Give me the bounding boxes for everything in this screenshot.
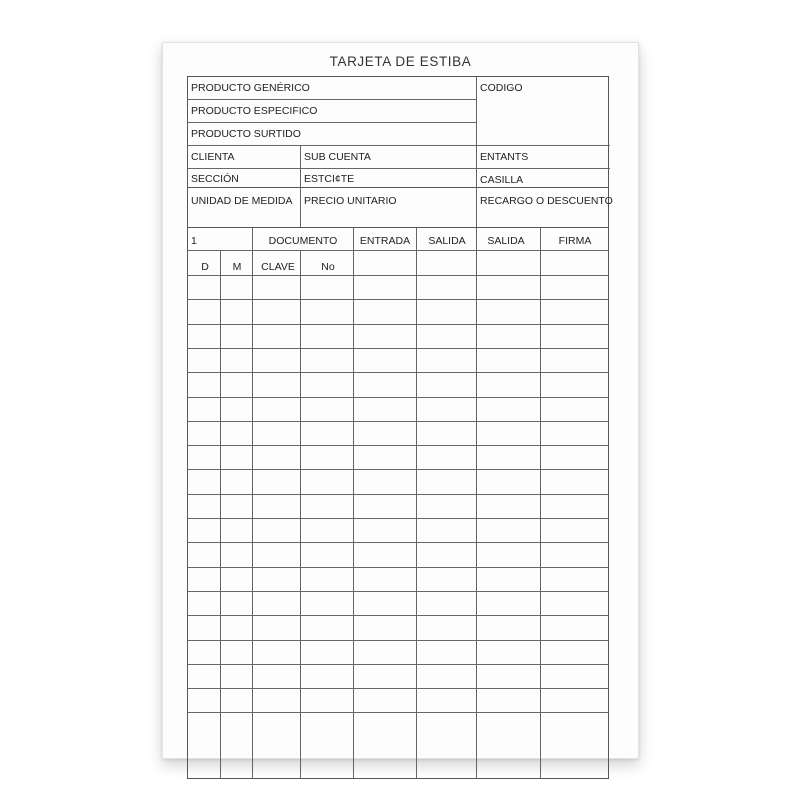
table-row-line <box>188 348 608 349</box>
label-producto-surtido: PRODUCTO SURTIDO <box>191 128 301 140</box>
table-column-line <box>416 228 417 778</box>
subheader-clave: CLAVE <box>261 261 295 273</box>
table-row-line <box>188 664 608 665</box>
label-seccion: SECCIÓN <box>191 173 239 185</box>
col-header-1: 1 <box>191 235 197 247</box>
table-column-line <box>220 250 221 778</box>
label-precio-unitario: PRECIO UNITARIO <box>304 195 397 207</box>
col-header-salida-1: SALIDA <box>428 235 466 247</box>
table-column-line <box>300 250 301 778</box>
table-row-line <box>188 372 608 373</box>
table-column-line <box>353 228 354 778</box>
table-column-line <box>476 228 477 778</box>
subheader-dia: D <box>201 261 209 273</box>
table-row-line <box>188 275 608 276</box>
col-header-salida-2: SALIDA <box>487 235 525 247</box>
label-casilla: CASILLA <box>480 174 524 186</box>
col-header-firma: FIRMA <box>558 235 592 247</box>
subheader-mes: M <box>232 261 242 273</box>
movement-table <box>187 227 609 779</box>
label-estante: ESTCI¢TE <box>304 173 355 185</box>
table-row-line <box>188 688 608 689</box>
table-row-line <box>188 469 608 470</box>
label-codigo: CODIGO <box>480 82 523 94</box>
col-header-documento: DOCUMENTO <box>268 235 338 247</box>
label-cliente: CLIENTA <box>191 151 235 163</box>
table-row-line <box>188 615 608 616</box>
table-row-line <box>188 421 608 422</box>
table-row-line <box>188 299 608 300</box>
table-column-line <box>540 228 541 778</box>
table-row-line <box>188 712 608 713</box>
label-unidad-medida: UNIDAD DE MEDIDA <box>191 195 293 207</box>
table-row-line <box>188 494 608 495</box>
table-column-line <box>252 228 253 778</box>
table-row-line <box>188 445 608 446</box>
label-entants: ENTANTS <box>480 151 529 163</box>
table-row-line <box>188 591 608 592</box>
table-row-line <box>188 324 608 325</box>
table-row-line <box>188 518 608 519</box>
subheader-numero: No <box>321 261 335 273</box>
header-box <box>187 76 609 188</box>
col-header-entrada: ENTRADA <box>359 235 411 247</box>
label-sub-cuenta: SUB CUENTA <box>304 151 371 163</box>
unit-row <box>187 188 613 228</box>
table-row-line <box>188 250 608 251</box>
estiba-card <box>162 42 639 759</box>
table-row-line <box>188 397 608 398</box>
label-producto-generico: PRODUCTO GENÉRICO <box>191 82 310 94</box>
label-recargo: RECARGO O DESCUENTO <box>480 195 613 207</box>
table-row-line <box>188 640 608 641</box>
form-title: TARJETA DE ESTIBA <box>329 54 472 69</box>
table-row-line <box>188 542 608 543</box>
table-row-line <box>188 567 608 568</box>
label-producto-especifico: PRODUCTO ESPECIFICO <box>191 105 318 117</box>
